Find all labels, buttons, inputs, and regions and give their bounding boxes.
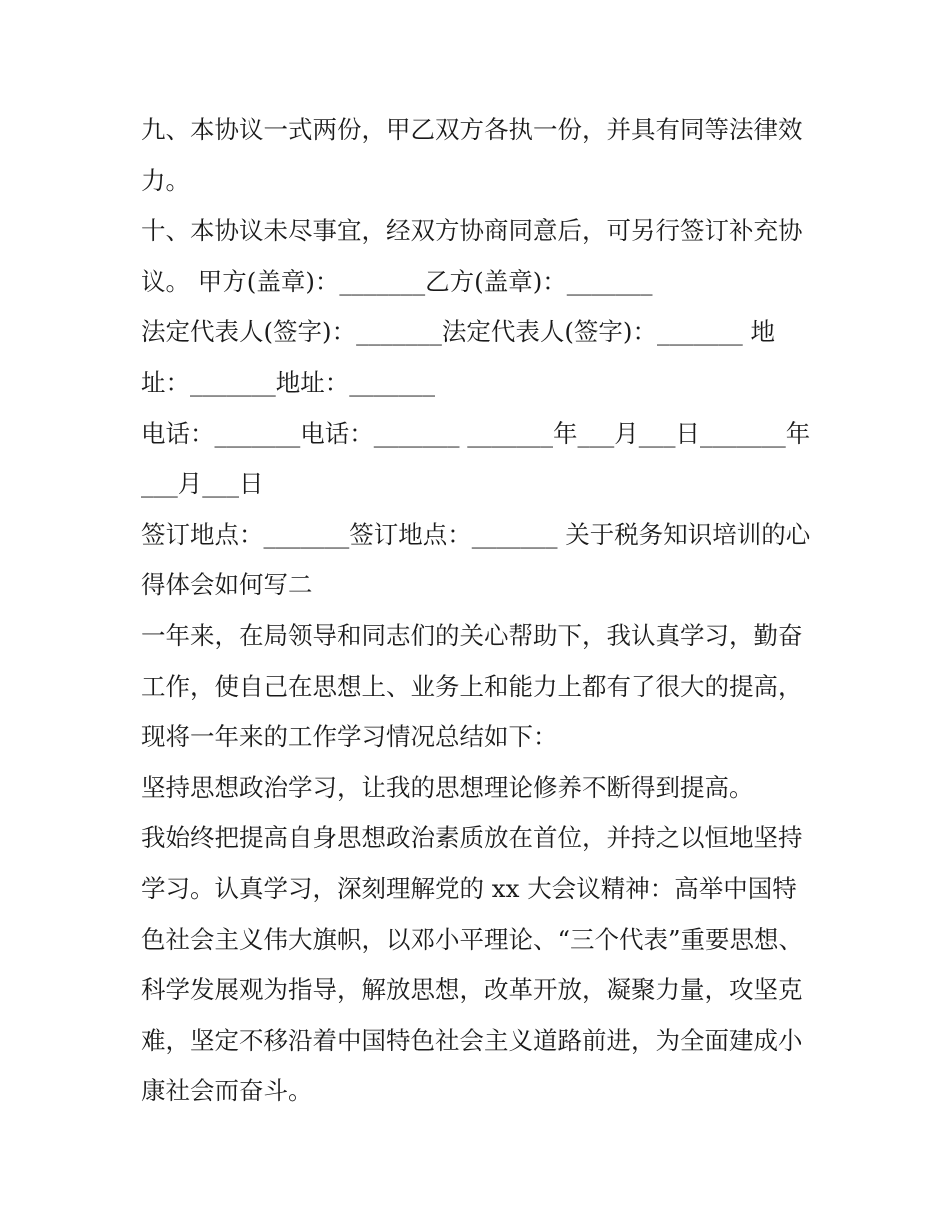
text-line: 九、本协议一式两份，甲乙双方各执一份，并具有同等法律效 [141,115,803,144]
text-line: 坚持思想政治学习，让我的思想理论修养不断得到提高。 [141,772,754,802]
text-line: 工作，使自己在思想上、业务上和能力上都有了很大的提高， [141,671,803,701]
text-line: 学习。认真学习，深刻理解党的 xx 大会议精神：高举中国特 [141,873,797,903]
text-line: 十、本协议未尽事宜，经双方协商同意后，可另行签订补充协 [141,216,803,246]
text-line: 法定代表人(签字)：_______法定代表人(签字)：_______ 地 [141,317,776,347]
text-line: 一年来，在局领导和同志们的关心帮助下，我认真学习，勤奋 [141,620,803,650]
text-line: 址：_______地址：_______ [141,367,435,397]
text-line: 力。 [141,165,190,195]
text-line: 电话：_______电话：_______ _______年___月___日_______年 [141,418,811,448]
text-line: 科学发展观为指导，解放思想，改革开放，凝聚力量，攻坚克 [141,975,803,1005]
text-line: 我始终把提高自身思想政治素质放在首位，并持之以恒地坚持 [141,823,803,853]
text-line: 难，坚定不移沿着中国特色社会主义道路前进，为全面建成小 [141,1025,803,1055]
document-body [141,105,821,1117]
text-line: 得体会如何写二 [141,570,313,600]
text-line: 议。 甲方(盖章)：_______乙方(盖章)：_______ [141,266,653,296]
text-line: 康社会而奋斗。 [141,1076,313,1106]
text-line: 现将一年来的工作学习情况总结如下： [141,722,558,752]
text-line: ___月___日 [141,469,264,499]
text-line: 色社会主义伟大旗帜，以邓小平理论、“三个代表”重要思想、 [141,924,804,954]
text-line: 签订地点：_______签订地点：_______ 关于税务知识培训的心 [141,519,811,549]
